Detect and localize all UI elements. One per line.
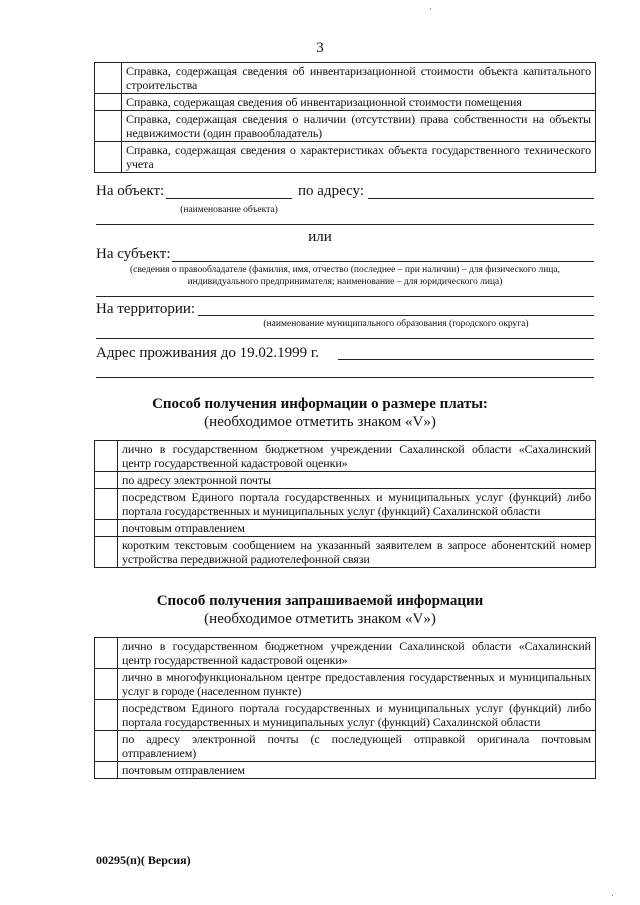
row-label: лично в государственном бюджетном учреждении Сахалинской области «Сахалинский центр государственной кадастровой оценки» [118, 638, 596, 669]
territory-field[interactable] [198, 315, 594, 316]
checkbox-get-portal[interactable] [95, 700, 118, 731]
scan-speck [430, 8, 431, 9]
table-row [95, 638, 596, 669]
row-label: почтовым отправлением [118, 520, 596, 537]
or-separator: или [308, 229, 332, 245]
subject-hint-line1: (сведения о правообладателе (фамилия, имя, отчество (последнее – при наличии) – для физического лица, [130, 265, 560, 275]
table-row [95, 731, 596, 762]
table-row [95, 441, 596, 472]
row-label: посредством Единого портала государственных и муниципальных услуг (функций) либо портала государственных и муниципальных услуг (функций) Сахалинской области [118, 700, 596, 731]
row-label: почтовым отправлением [118, 762, 596, 779]
checkbox-ownership-rights[interactable] [95, 111, 122, 142]
object-address-field[interactable] [368, 198, 594, 199]
checkbox-pay-portal[interactable] [95, 489, 118, 520]
delivery-method-table [94, 637, 596, 779]
table-row [95, 537, 596, 568]
row-label: Справка, содержащая сведения о наличии (отсутствии) права собственности на объекты недвижимости (один правообладатель) [122, 111, 596, 142]
checkbox-pay-in-person[interactable] [95, 441, 118, 472]
subject-field-line2[interactable] [96, 296, 594, 297]
row-label: лично в государственном бюджетном учреждении Сахалинской области «Сахалинский центр государственной кадастровой оценки» [118, 441, 596, 472]
object-label: На объект: [96, 183, 165, 199]
table-row [95, 142, 596, 173]
territory-label: На территории: [96, 301, 196, 317]
object-name-field[interactable] [166, 198, 292, 199]
subject-hint-line2: индивидуального предпринимателя; наименование – для юридического лица) [187, 277, 503, 287]
document-type-table [94, 62, 596, 173]
checkbox-pay-post[interactable] [95, 520, 118, 537]
table-row [95, 94, 596, 111]
payment-section-subtitle: (необходимое отметить знаком «V») [204, 414, 436, 430]
payment-method-table [94, 440, 596, 568]
object-address-field-line2[interactable] [96, 224, 594, 225]
checkbox-get-email[interactable] [95, 731, 118, 762]
checkbox-inventory-value-premises[interactable] [95, 94, 122, 111]
table-row [95, 700, 596, 731]
subject-label: На субъект: [96, 246, 171, 262]
payment-section-title: Способ получения информации о размере платы: [152, 396, 488, 412]
row-label: коротким текстовым сообщением на указанный заявителем в запросе абонентский номер устройства передвижной радиотелефонной связи [118, 537, 596, 568]
address-label: по адресу: [298, 183, 365, 199]
checkbox-get-post[interactable] [95, 762, 118, 779]
territory-hint: (наименование муниципального образования (городского округа) [263, 319, 529, 329]
table-row [95, 111, 596, 142]
table-row [95, 489, 596, 520]
delivery-section-title: Способ получения запрашиваемой информации [156, 593, 484, 609]
page-number: 3 [316, 40, 324, 56]
table-row [95, 63, 596, 94]
row-label: лично в многофункциональном центре предоставления государственных и муниципальных услуг в городе (населенном пункте) [118, 669, 596, 700]
subject-field[interactable] [172, 261, 594, 262]
row-label: посредством Единого портала государственных и муниципальных услуг (функций) либо портала государственных и муниципальных услуг (функций) Сахалинской области [118, 489, 596, 520]
residence-address-field-line2[interactable] [96, 377, 594, 378]
checkbox-get-in-person[interactable] [95, 638, 118, 669]
table-row [95, 669, 596, 700]
row-label: по адресу электронной почты (с последующей отправкой оригинала почтовым отправлением) [118, 731, 596, 762]
territory-field-line2[interactable] [96, 338, 594, 339]
row-label: по адресу электронной почты [118, 472, 596, 489]
row-label: Справка, содержащая сведения об инвентаризационной стоимости помещения [122, 94, 596, 111]
form-code: 00295(п)( Версия) [96, 853, 191, 867]
row-label: Справка, содержащая сведения о характеристиках объекта государственного технического учета [122, 142, 596, 173]
table-row [95, 520, 596, 537]
scan-speck [612, 895, 613, 896]
checkbox-get-mfc[interactable] [95, 669, 118, 700]
residence-address-field[interactable] [338, 359, 594, 360]
residence-label: Адрес проживания до 19.02.1999 г. [96, 345, 320, 361]
row-label: Справка, содержащая сведения об инвентаризационной стоимости объекта капитального строительства [122, 63, 596, 94]
checkbox-technical-accounting[interactable] [95, 142, 122, 173]
delivery-section-subtitle: (необходимое отметить знаком «V») [204, 611, 436, 627]
table-row [95, 472, 596, 489]
checkbox-pay-email[interactable] [95, 472, 118, 489]
checkbox-pay-sms[interactable] [95, 537, 118, 568]
checkbox-inventory-value-capital[interactable] [95, 63, 122, 94]
object-hint: (наименование объекта) [180, 205, 278, 215]
table-row [95, 762, 596, 779]
